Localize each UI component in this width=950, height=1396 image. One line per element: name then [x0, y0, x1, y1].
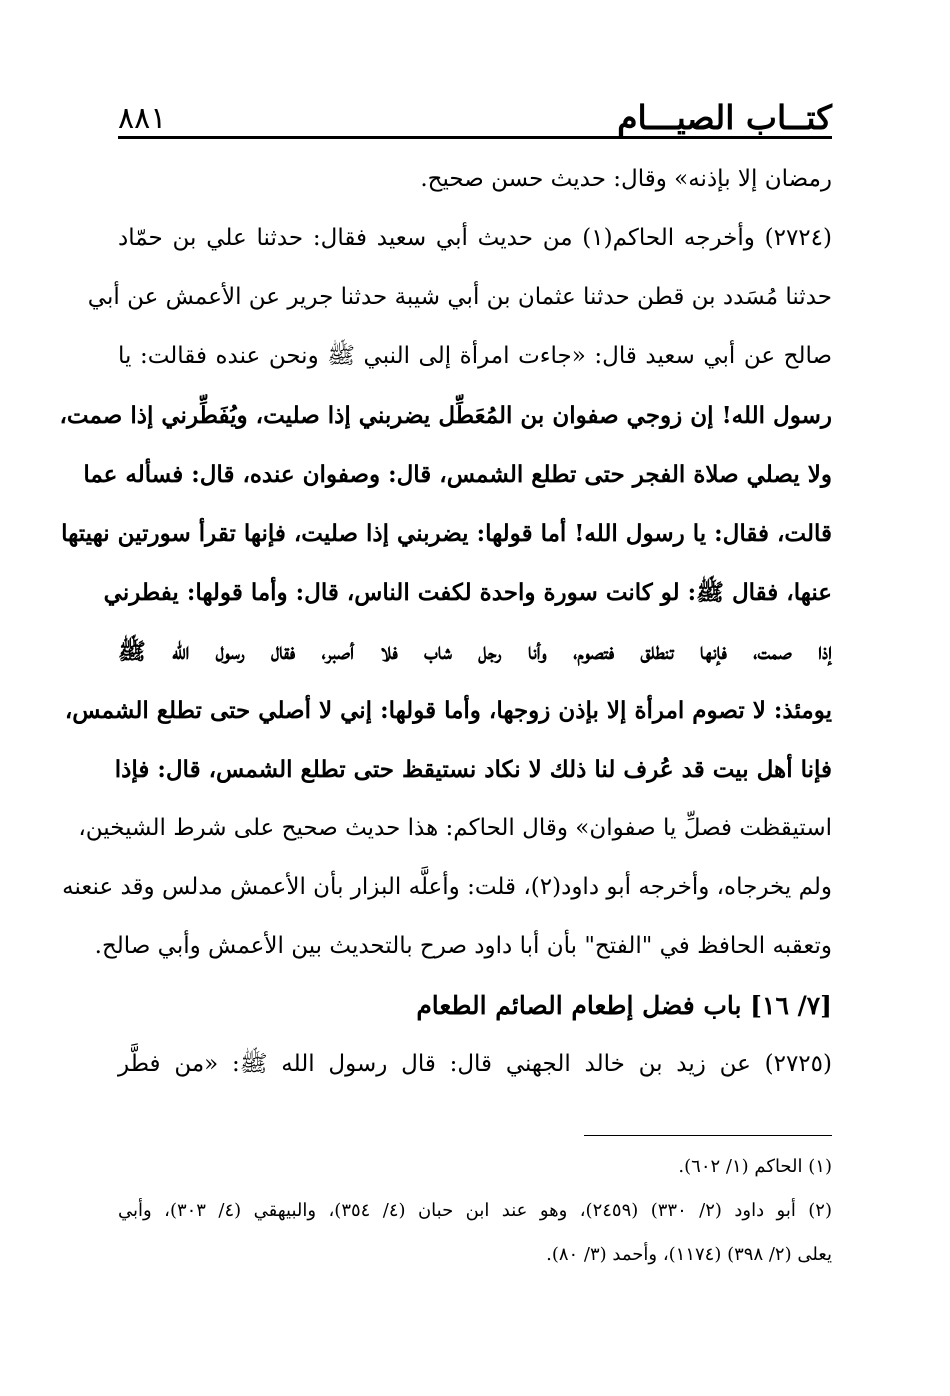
footnote: (٢) أبو داود (٢/ ٣٣٠) (٢٤٥٩)، وهو عند ابن حبان (٤/ ٣٥٤)، والبيهقي (٤/ ٣٠٣)، وأبي — [118, 1200, 832, 1221]
footnote: يعلى (٢/ ٣٩٨) (١١٧٤)، وأحمد (٣/ ٨٠). — [546, 1244, 832, 1265]
text-line: صالح عن أبي سعيد قال: «جاءت امرأة إلى النبي ﷺ ونحن عنده فقالت: يا — [118, 343, 832, 369]
chapter-title: كتــاب الصيـــام — [617, 98, 832, 137]
footnote: (١) الحاكم (١/ ٦٠٢). — [678, 1156, 832, 1177]
main-text — [59, 150, 832, 1094]
text-line: عنها، فقال ﷺ: لو كانت سورة واحدة لكفت الناس، قال: وأما قولها: يفطرني — [103, 579, 832, 606]
text-line: فإنا أهل بيت قد عُرف لنا ذلك لا نكاد نستيقظ حتى تطلع الشمس، قال: فإذا — [114, 756, 832, 783]
footnotes — [118, 1145, 832, 1277]
text-line: إذا صمت، فإنها تنطلق فتصوم، وأنا رجل شاب فلا أصبر، فقال رسول الله ﷺ — [118, 638, 832, 665]
text-line: وتعقبه الحافظ في "الفتح" بأن أبا داود صرح بالتحديث بين الأعمش وأبي صالح. — [94, 933, 832, 959]
section-heading: [٧/ ١٦] باب فضل إطعام الصائم الطعام — [416, 991, 832, 1020]
header-rule — [118, 136, 832, 139]
page-number: ٨٨١ — [118, 101, 167, 136]
text-line: رمضان إلا بإذنه» وقال: حديث حسن صحيح. — [420, 166, 832, 192]
text-line: (٢٧٢٥) عن زيد بن خالد الجهني قال: قال رسول الله ﷺ: «من فطَّر — [118, 1051, 832, 1077]
text-line: قالت، فقال: يا رسول الله! أما قولها: يضربني إذا صليت، فإنها تقرأ سورتين نهيتها — [61, 520, 832, 547]
text-line: استيقظت فصلِّ يا صفوان» وقال الحاكم: هذا حديث صحيح على شرط الشيخين، — [78, 815, 832, 841]
text-line: ولا يصلي صلاة الفجر حتى تطلع الشمس، قال: وصفوان عنده، قال: فسأله عما — [83, 461, 832, 488]
text-line: (٢٧٢٤) وأخرجه الحاكم(١) من حديث أبي سعيد فقال: حدثنا علي بن حمّاد — [118, 225, 832, 251]
footnote-rule — [584, 1135, 832, 1136]
running-header — [118, 92, 832, 137]
text-line: يومئذ: لا تصوم امرأة إلا بإذن زوجها، وأما قولها: إني لا أصلي حتى تطلع الشمس، — [64, 697, 832, 724]
text-line: رسول الله! إن زوجي صفوان بن المُعَطِّل يضربني إذا صليت، ويُفَطِّرني إذا صمت، — [59, 402, 832, 429]
text-line: ولم يخرجاه، وأخرجه أبو داود(٢)، قلت: وأعلَّه البزار بأن الأعمش مدلس وقد عنعنه — [62, 874, 832, 900]
text-line: حدثنا مُسَدد بن قطن حدثنا عثمان بن أبي شيبة حدثنا جرير عن الأعمش عن أبي — [87, 284, 832, 310]
